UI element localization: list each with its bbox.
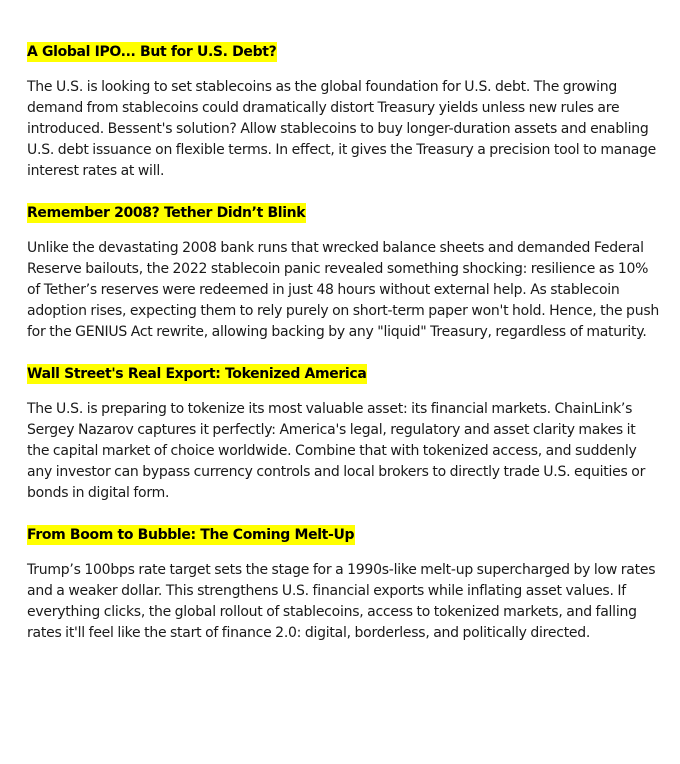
section-heading: Wall Street's Real Export: Tokenized America <box>27 366 367 382</box>
section-global-ipo <box>27 41 659 182</box>
section-heading: From Boom to Bubble: The Coming Melt-Up <box>27 527 355 543</box>
article <box>27 41 659 644</box>
section-wall-street-export <box>27 363 659 504</box>
section-heading: Remember 2008? Tether Didn’t Blink <box>27 205 306 221</box>
section-heading: A Global IPO... But for U.S. Debt? <box>27 44 277 60</box>
section-body: Trump’s 100bps rate target sets the stage for a 1990s-like melt-up supercharged by low rates and a weaker dollar. This strengthens U.S. financial exports while inflating asset values. If everything clicks, the global rollout of stablecoins, access to tokenized markets, and falling rates it'll feel like the start of finance 2.0: digital, borderless, and politically directed. <box>27 562 656 641</box>
section-body: Unlike the devastating 2008 bank runs that wrecked balance sheets and demanded Federal Reserve bailouts, the 2022 stablecoin panic revealed something shocking: resilience as 10% of Tether’s reserves were redeemed in just 48 hours without external help. As stablecoin adoption rises, expecting them to rely purely on short-term paper won't hold. Hence, the push for the GENIUS Act rewrite, allowing backing by any "liquid" Treasury, regardless of maturity. <box>27 240 659 340</box>
section-remember-2008 <box>27 202 659 343</box>
section-body: The U.S. is preparing to tokenize its most valuable asset: its financial markets. ChainLink’s Sergey Nazarov captures it perfectly: America's legal, regulatory and asset clarity makes it the capital market of choice worldwide. Combine that with tokenized access, and suddenly any investor can bypass currency controls and local brokers to directly trade U.S. equities or bonds in digital form. <box>27 401 646 501</box>
section-body: The U.S. is looking to set stablecoins as the global foundation for U.S. debt. The growing demand from stablecoins could dramatically distort Treasury yields unless new rules are introduced. Bessent's solution? Allow stablecoins to buy longer-duration assets and enabling U.S. debt issuance on flexible terms. In effect, it gives the Treasury a precision tool to manage interest rates at will. <box>27 79 657 179</box>
section-boom-to-bubble <box>27 524 659 644</box>
